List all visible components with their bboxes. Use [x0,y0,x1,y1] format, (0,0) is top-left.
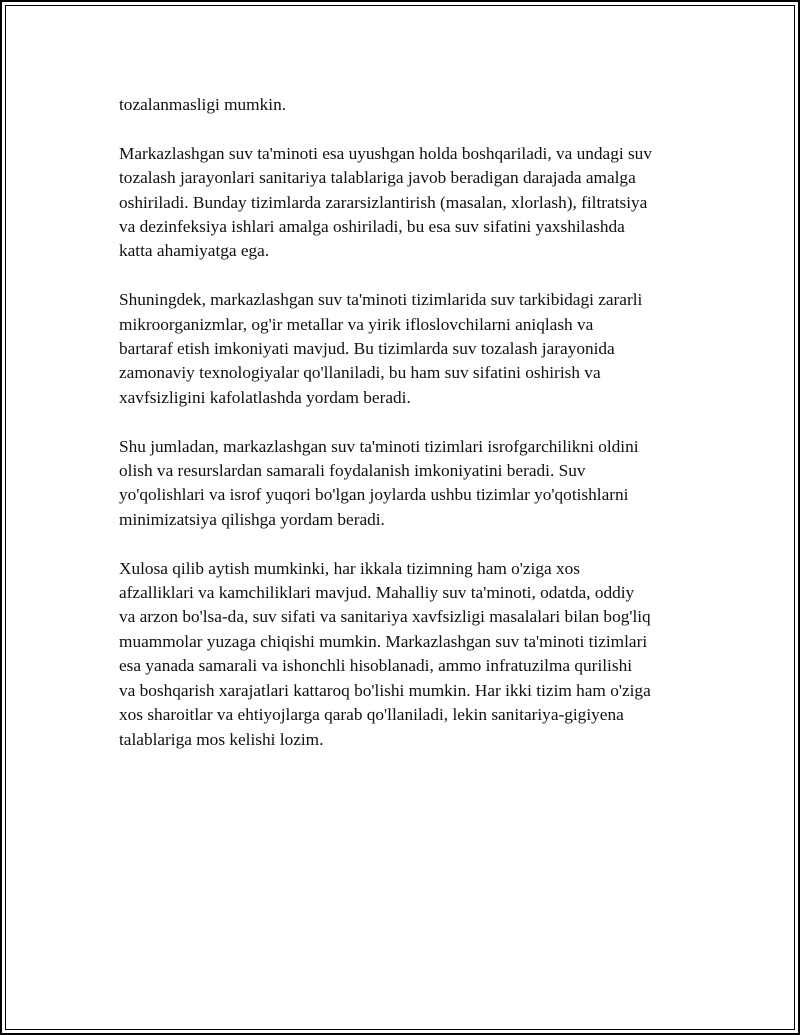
paragraph [119,142,699,264]
text-line: mikroorganizmlar, og'ir metallar va yirik ifloslovchilarni aniqlash va [119,314,594,334]
text-line: Markazlashgan suv ta'minoti esa uyushgan holda boshqariladi, va undagi suv [119,143,652,163]
text-line: tozalanmasligi mumkin. [119,95,287,114]
text-line: va arzon bo'lsa-da, suv sifati va sanitariya xavfsizligi masalalari bilan bog'liq [119,607,651,627]
text-line: muammolar yuzaga chiqishi mumkin. Markazlashgan suv ta'minoti tizimlari [119,631,648,651]
text-line: Shu jumladan, markazlashgan suv ta'minoti tizimlari isrofgarchilikni oldini [119,436,639,456]
text-line: talablariga mos kelishi lozim. [119,729,324,749]
text-line: katta ahamiyatga ega. [119,241,270,261]
text-line: minimizatsiya qilishga yordam beradi. [119,509,385,529]
text-line: xos sharoitlar va ehtiyojlarga qarab qo'llaniladi, lekin sanitariya-gigiyena [119,705,624,725]
text-line: oshiriladi. Bunday tizimlarda zararsizlantirish (masalan, xlorlash), filtratsiya [119,192,648,212]
paragraph [119,93,699,117]
text-line: afzalliklari va kamchiliklari mavjud. Mahalliy suv ta'minoti, odatda, oddiy [119,583,635,603]
text-line: olish va resurslardan samarali foydalanish imkoniyatini beradi. Suv [119,461,586,481]
paragraph [119,288,699,410]
paragraph [119,435,699,533]
text-line: bartaraf etish imkoniyati mavjud. Bu tizimlarda suv tozalash jarayonida [119,339,615,359]
text-line: Shuningdek, markazlashgan suv ta'minoti tizimlarida suv tarkibidagi zararli [119,290,643,310]
paragraph [119,557,699,752]
text-line: xavfsizligini kafolatlashda yordam beradi. [119,387,411,407]
text-line: esa yanada samarali va ishonchli hisoblanadi, ammo infratuzilma qurilishi [119,656,633,676]
text-line: va boshqarish xarajatlari kattaroq bo'lishi mumkin. Har ikki tizim ham o'ziga [119,680,651,700]
text-line: yo'qolishlari va isrof yuqori bo'lgan joylarda ushbu tizimlar yo'qotishlarni [119,485,629,505]
text-line: va dezinfeksiya ishlari amalga oshiriladi, bu esa suv sifatini yaxshilashda [119,217,625,237]
text-line: Xulosa qilib aytish mumkinki, har ikkala tizimning ham o'ziga xos [119,558,580,578]
text-line: zamonaviy texnologiyalar qo'llaniladi, bu ham suv sifatini oshirish va [119,363,601,383]
body-text [119,93,699,752]
text-line: tozalash jarayonlari sanitariya talablariga javob beradigan darajada amalga [119,168,636,188]
